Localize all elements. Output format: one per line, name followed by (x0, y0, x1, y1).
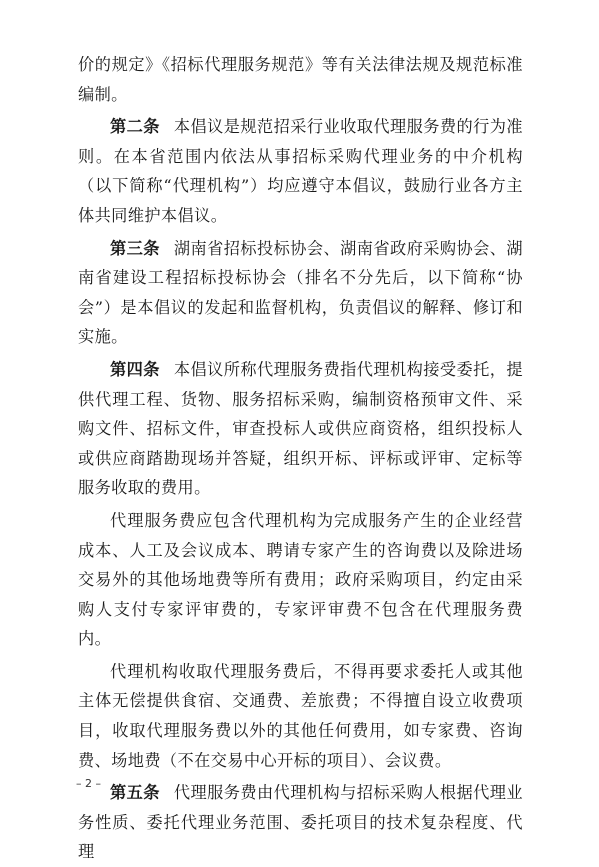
paragraph-text: 湖南省招标投标协会、湖南省政府采购协会、湖南省建设工程招标投标协会（排名不分先后，以下简称“协会”）是本倡议的发起和监督机构，负责倡议的解释、修订和实施。 (78, 238, 524, 347)
article-heading: 第四条 (110, 359, 160, 379)
paragraph-text: 代理服务费应包含代理机构为完成服务产生的企业经营成本、人工及会议成本、聘请专家产生的咨询费以及除进场交易外的其他场地费等所有费用；政府采购项目，约定由采购人支付专家评审费的，专家评审费不包含在代理服务费内。 (78, 510, 523, 649)
article-4-paragraph-2 (78, 506, 523, 654)
article-5 (78, 778, 523, 867)
paragraph-text: 代理机构收取代理服务费后，不得再要求委托人或其他主体无偿提供食宿、交通费、差旅费；不得擅自设立收费项目，收取代理服务费以外的其他任何费用，如专家费、咨询费、场地费（不在交易中心开标的项目）、会议费。 (78, 661, 523, 770)
page-number: – 2 – (76, 777, 101, 790)
document-body (78, 50, 523, 867)
article-2 (78, 112, 523, 230)
article-3 (78, 234, 523, 352)
paragraph-continuation (78, 50, 523, 109)
paragraph-text: 代理服务费由代理机构与招标采购人根据代理业务性质、委托代理业务范围、委托项目的技术复杂程度、代理 (78, 783, 524, 862)
article-4-paragraph-3 (78, 657, 523, 775)
article-4 (78, 355, 523, 503)
paragraph-text: 本倡议是规范招采行业收取代理服务费的行为准则。在本省范围内依法从事招标采购代理业务的中介机构（以下简称“代理机构”）均应遵守本倡议，鼓励行业各方主体共同维护本倡议。 (78, 117, 524, 225)
paragraph-text: 本倡议所称代理服务费指代理机构接受委托，提供代理工程、货物、服务招标采购，编制资格预审文件、采购文件、招标文件，审查投标人或供应商资格，组织投标人或供应商踏勘现场并答疑，组织开标、评标或评审、定标等服务收取的费用。 (78, 359, 524, 498)
article-heading: 第五条 (110, 783, 160, 803)
article-heading: 第二条 (110, 117, 160, 137)
article-heading: 第三条 (110, 238, 160, 258)
paragraph-text: 价的规定》《招标代理服务规范》等有关法律法规及规范标准编制。 (78, 55, 523, 104)
